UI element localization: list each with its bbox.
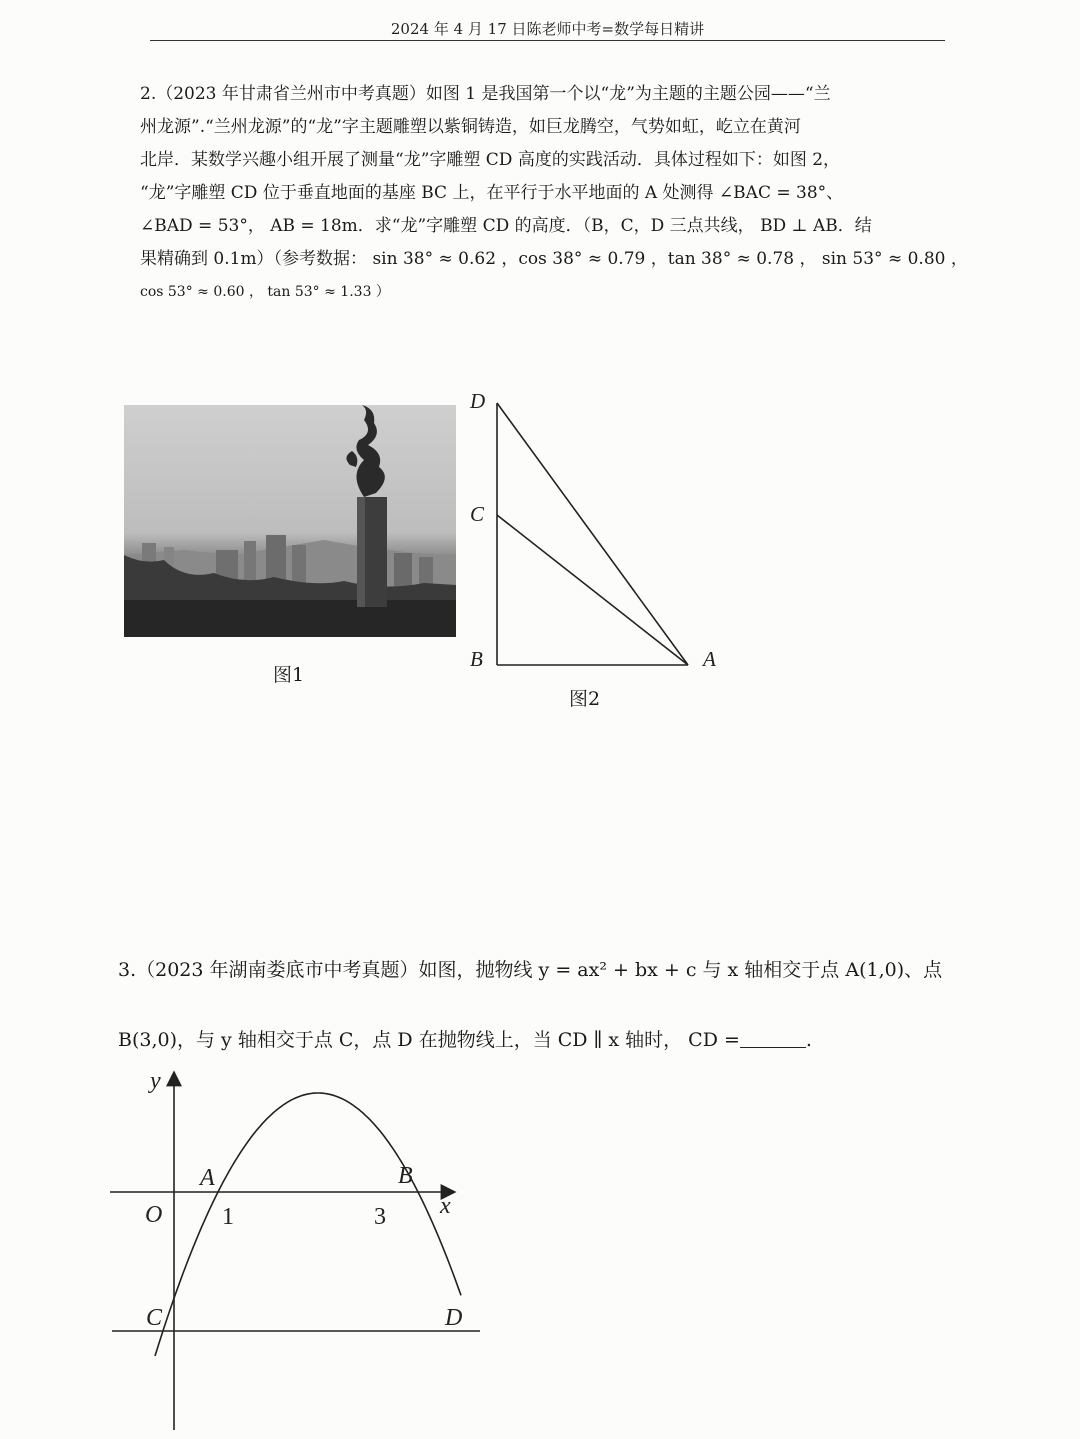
problem-2-line-6: 果精确到 0.1m）（参考数据： sin 38° ≈ 0.62 ，cos 38° ≈ 0.79 ，tan 38° ≈ 0.78 ， sin 53° ≈ 0.80 ， (140, 249, 968, 269)
problem-2-line-7: cos 53° ≈ 0.60 ， tan 53° ≈ 1.33 ） (140, 284, 390, 300)
figure-2-triangle (460, 385, 740, 685)
dragon-sculpture-photo (124, 405, 456, 637)
parabola-figure (100, 1060, 490, 1435)
problem-2-line-5: ∠BAD = 53°， AB = 18m．求“龙”字雕塑 CD 的高度．（B，C，D 三点共线， BD ⊥ AB．结 (140, 216, 872, 236)
problem-2-line-3: 北岸．某数学兴趣小组开展了测量“龙”字雕塑 CD 高度的实践活动．具体过程如下：如图 2， (140, 150, 841, 170)
problem-3-line-2-text: B(3,0)，与 y 轴相交于点 C，点 D 在抛物线上，当 CD ∥ x 轴时， CD = (118, 1029, 740, 1051)
problem-2-text (140, 78, 970, 309)
point-label-A: A (703, 647, 716, 671)
origin-label: O (145, 1202, 163, 1228)
point-label-D: D (445, 1305, 463, 1331)
tick-label-1: 1 (222, 1204, 234, 1230)
parabola-curve (155, 1093, 461, 1356)
problem-3-line-2-end: . (805, 1029, 812, 1051)
figure-2-caption: 图2 (569, 688, 601, 710)
point-label-C: C (146, 1305, 163, 1331)
point-label-B: B (470, 647, 483, 671)
tick-label-3: 3 (374, 1204, 386, 1230)
problem-2-line-1: 2.（2023 年甘肃省兰州市中考真题）如图 1 是我国第一个以“龙”为主题的主题公园——“兰 (140, 84, 831, 104)
point-label-C: C (470, 502, 485, 526)
axis-label-y: y (150, 1068, 161, 1094)
problem-2-line-4: “龙”字雕塑 CD 位于垂直地面的基座 BC 上，在平行于水平地面的 A 处测得 ∠BAC = 38°、 (140, 183, 844, 203)
answer-blank (740, 1029, 806, 1048)
point-label-D: D (470, 389, 486, 413)
problem-2-line-2: 州龙源”.“兰州龙源”的“龙”字主题雕塑以紫铜铸造，如巨龙腾空，气势如虹，屹立在黄河 (140, 117, 801, 137)
point-label-A: A (200, 1165, 215, 1191)
problem-3-text (118, 935, 998, 1075)
point-label-B: B (398, 1163, 413, 1189)
axis-label-x: x (440, 1193, 451, 1219)
figure-1-caption: 图1 (273, 664, 305, 686)
header-rule (150, 40, 945, 41)
page-header: 2024 年 4 月 17 日陈老师中考=数学每日精讲 (390, 20, 705, 38)
problem-3-line-1: 3.（2023 年湖南娄底市中考真题）如图，抛物线 y = ax² + bx + c 与 x 轴相交于点 A(1,0)、点 (118, 959, 943, 981)
